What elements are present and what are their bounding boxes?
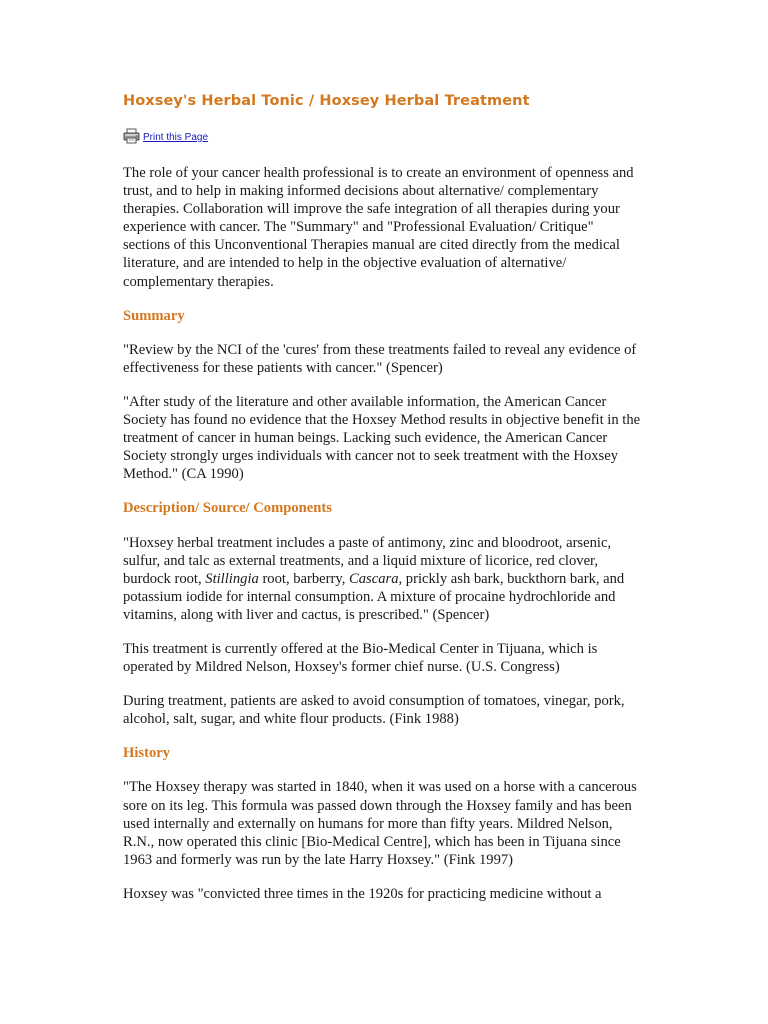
article-body (123, 164, 643, 919)
cascara-term: Cascara (349, 570, 399, 587)
summary-paragraph-2: "After study of the literature and other available information, the American Cancer Society has found no evidence that the Hoxsey Method results in objective benefit in the treatment of cancer in human beings. Lacking such evidence, the American Cancer Society strongly urges individuals with cancer not to seek treatment with the Hoxsey Method." (CA 1990) (123, 393, 641, 483)
history-heading: History (123, 745, 171, 762)
summary-paragraph-1: "Review by the NCI of the 'cures' from these treatments failed to reveal any evidence of effectiveness for these patients with cancer." (Spencer) (123, 341, 637, 376)
description-text-c: , prickly ash bark, buckthorn bark, and potassium iodide for internal consumption. A mixture of procaine hydrochloride and vitamins, along with liver and cactus, is prescribed." (Spencer) (123, 570, 625, 623)
history-paragraph-1: "The Hoxsey therapy was started in 1840, when it was used on a horse with a cancerous sore on its leg. This formula was passed down through the Hoxsey family and has been used internally and externally on humans for more than fifty years. Mildred Nelson, R.N., now operated this clinic [Bio-Medical Centre], which has been in Tijuana since 1963 and formerly was run by the late Harry Hoxsey." (Fink 1997) (123, 779, 637, 868)
description-paragraph-2: This treatment is currently offered at the Bio-Medical Center in Tijuana, which is operated by Mildred Nelson, Hoxsey's former chief nurse. (U.S. Congress) (123, 640, 598, 676)
stillingia-term: Stillingia (205, 570, 259, 587)
intro-paragraph: The role of your cancer health professional is to create an environment of openness and trust, and to help in making informed decisions about alternative/ complementary therapies. Collaboration will improve the safe integration of all therapies during your experience with cancer. The "Summary" and "Professional Evaluation/ Critique" sections of this Unconventional Therapies manual are cited directly from the medical literature, and are intended to help in the objective evaluation of alternative/ complementary therapies. (123, 165, 634, 290)
printer-icon[interactable] (123, 128, 141, 144)
description-text-b: root, barberry, (258, 570, 350, 587)
description-heading: Description/ Source/ Components (123, 500, 332, 517)
page-title: Hoxsey's Herbal Tonic / Hoxsey Herbal Treatment (123, 93, 530, 109)
print-page-row (123, 128, 208, 144)
description-paragraph-3: During treatment, patients are asked to avoid consumption of tomatoes, vinegar, pork, alcohol, salt, sugar, and white flour products. (Fink 1988) (123, 693, 625, 728)
summary-heading: Summary (123, 307, 185, 324)
history-paragraph-2: Hoxsey was "convicted three times in the 1920s for practicing medicine without a (123, 885, 602, 902)
description-paragraph-1 (123, 534, 643, 624)
description-text-a: "Hoxsey herbal treatment includes a paste of antimony, zinc and bloodroot, arsenic, sulfur, and talc as external treatments, and a liquid mixture of licorice, red clover, burdock root, (123, 534, 612, 587)
print-page-link[interactable]: Print this Page (143, 132, 209, 143)
